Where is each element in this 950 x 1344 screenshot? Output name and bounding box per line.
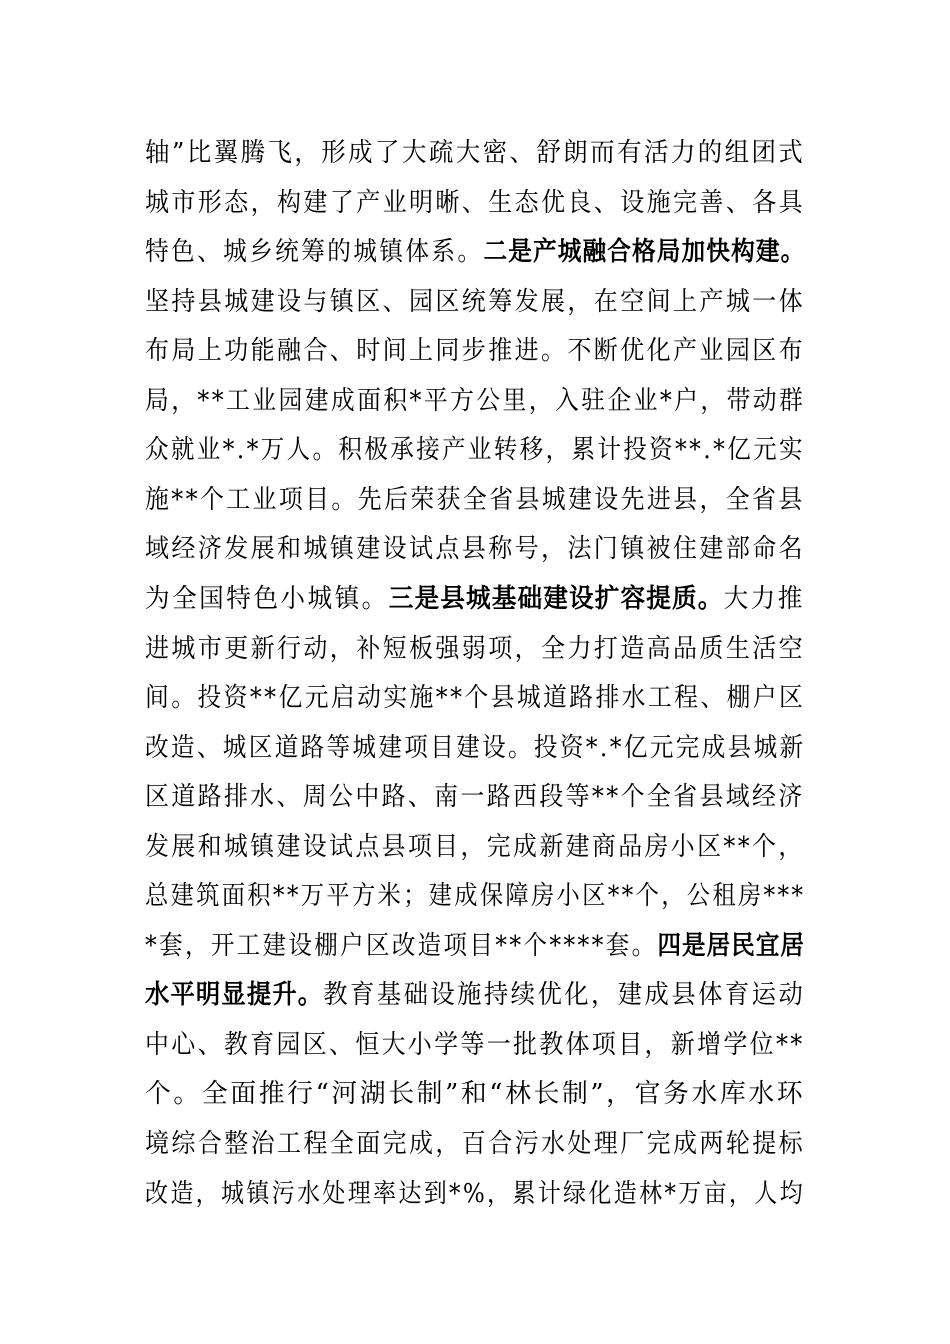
body-text: 个。全面推行“河湖长制”和“林长制”，官务水库水环 <box>145 1079 806 1110</box>
body-text: 境综合整治工程全面完成，百合污水处理厂完成两轮提标 <box>145 1129 806 1159</box>
bold-heading-text: 水平明显提升。 <box>145 980 324 1011</box>
bold-heading-text: 三是县城基础建设扩容提质。 <box>388 584 724 614</box>
paragraph-line <box>145 1070 805 1118</box>
paragraph-line <box>145 278 805 326</box>
body-text: 布局上功能融合、时间上同步推进。不断优化产业园区布 <box>145 336 806 367</box>
body-text: 特色、城乡统筹的城镇体系。 <box>145 237 484 268</box>
paragraph-line <box>145 476 805 524</box>
bold-heading-text: 二是产城融合格局加快构建。 <box>483 237 806 268</box>
paragraph-line <box>145 228 805 276</box>
paragraph-line <box>145 1021 805 1069</box>
body-text: 中心、教育园区、恒大小学等一批教体项目，新增学位** <box>145 1029 805 1060</box>
paragraph-line <box>145 525 805 573</box>
body-text: 间。投资**亿元启动实施**个县城道路排水工程、棚户区 <box>145 683 806 713</box>
body-text: 区道路排水、周公中路、南一路西段等**个全省县域经济 <box>145 782 805 813</box>
body-text: 教育基础设施持续优化，建成县体育运动 <box>323 980 806 1011</box>
paragraph-line <box>145 674 805 722</box>
body-text: 域经济发展和城镇建设试点县称号，法门镇被住建部命名 <box>145 534 806 565</box>
paragraph-line <box>145 129 805 177</box>
paragraph-line <box>145 625 805 673</box>
paragraph-line <box>145 773 805 821</box>
body-text: 坚持县城建设与镇区、园区统筹发展，在空间上产城一体 <box>145 286 806 317</box>
body-text: 改造、城区道路等城建项目建设。投资*.*亿元完成县城新 <box>145 732 806 763</box>
body-text: *套，开工建设棚户区改造项目**个****套。 <box>145 930 658 961</box>
body-text: 总建筑面积**万平方米；建成保障房小区**个，公租房*** <box>145 881 806 912</box>
paragraph-line <box>145 426 805 474</box>
bold-heading-text: 四是居民宜居 <box>657 930 806 961</box>
paragraph-line <box>145 179 805 227</box>
paragraph-line <box>145 872 805 920</box>
body-text: 众就业*.*万人。积极承接产业转移，累计投资**.*亿元实 <box>145 435 805 466</box>
paragraph-line <box>145 823 805 871</box>
body-text: 改造，城镇污水处理率达到*%，累计绿化造林*万亩，人均 <box>145 1178 805 1209</box>
paragraph-line <box>145 922 805 970</box>
paragraph-line <box>145 575 805 623</box>
body-text: 为全国特色小城镇。 <box>145 584 389 614</box>
paragraph-line <box>145 971 805 1019</box>
paragraph-line <box>145 1120 805 1168</box>
body-text: 城市形态，构建了产业明晰、生态优良、设施完善、各具 <box>145 187 806 218</box>
paragraph-line <box>145 377 805 425</box>
paragraph-line <box>145 724 805 772</box>
body-text: 局，**工业园建成面积*平方公里，入驻企业*户，带动群 <box>145 385 806 416</box>
paragraph-line <box>145 1170 805 1218</box>
body-text: 轴”比翼腾飞，形成了大疏大密、舒朗而有活力的组团式 <box>145 138 806 168</box>
paragraph-line <box>145 327 805 375</box>
body-text: 施**个工业项目。先后荣获全省县城建设先进县，全省县 <box>145 484 805 515</box>
body-text: 大力推 <box>723 584 805 614</box>
body-text: 发展和城镇建设试点县项目，完成新建商品房小区**个， <box>145 831 805 862</box>
body-text: 进城市更新行动，补短板强弱项，全力打造高品质生活空 <box>145 633 806 664</box>
